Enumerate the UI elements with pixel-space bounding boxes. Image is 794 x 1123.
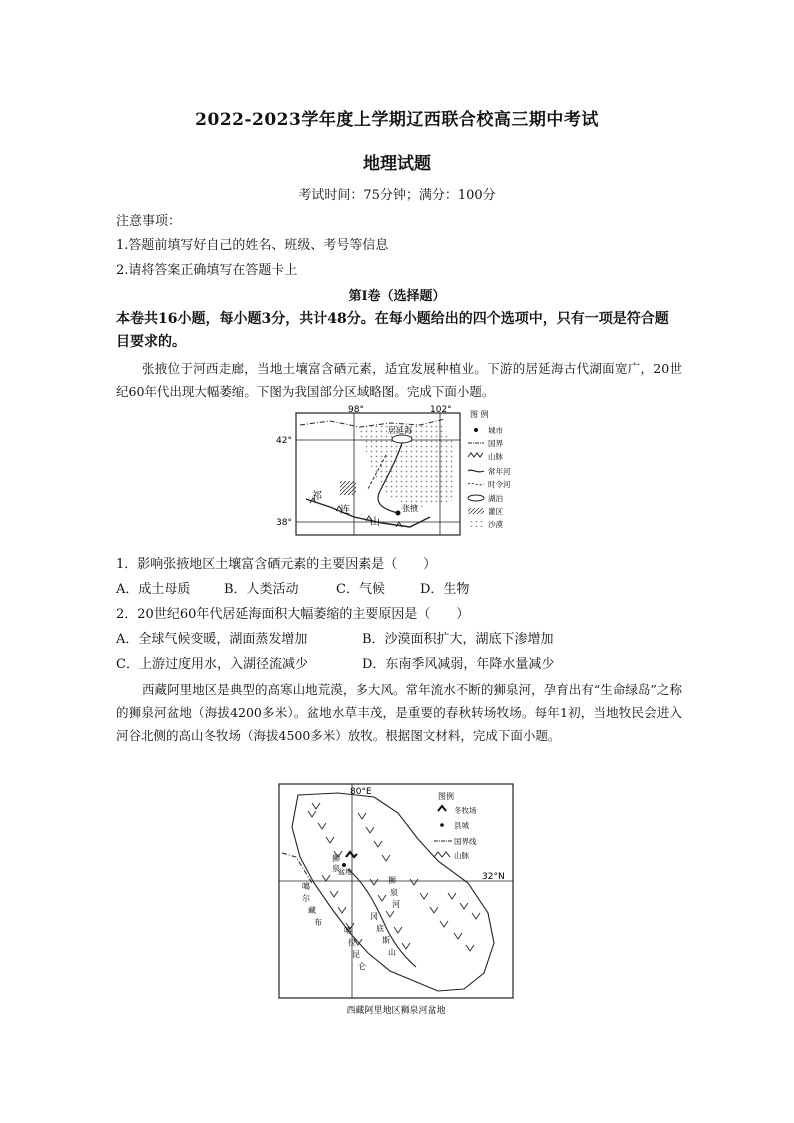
label-bu: 布 xyxy=(314,918,322,927)
lake-juyanhai xyxy=(392,435,412,443)
map2-caption: 西藏阿里地区狮泉河盆地 xyxy=(346,1006,446,1016)
label-river-quan: 泉 xyxy=(390,888,398,897)
lon-label-102: 102° xyxy=(430,405,452,415)
label-si: 斯 xyxy=(382,936,390,945)
svg-text:沙漠: 沙漠 xyxy=(488,520,503,529)
exam-info: 考试时间：75分钟；满分：100分 xyxy=(298,188,496,203)
label-lun: 仑 xyxy=(358,962,366,971)
lon-label-80e: 80°E xyxy=(350,787,372,797)
irrigation-area xyxy=(340,481,356,495)
label-kun: 昆 xyxy=(352,950,360,959)
svg-text:湖泊: 湖泊 xyxy=(488,494,503,503)
label-lian: 连 xyxy=(340,505,350,516)
q1-option-d: D．生物 xyxy=(420,582,470,597)
svg-text:常年河: 常年河 xyxy=(488,467,511,476)
notice-item-1: 1.答题前填写好自己的姓名、班级、考号等信息 xyxy=(116,238,389,253)
passage-2: 西藏阿里地区是典型的高寒山地荒漠，多大风。常年流水不断的狮泉河，孕育出有“生命绿岛”之称的狮泉河盆地（海拔4200多米）。盆地水草丰茂，是重要的春秋转场牧场。每年1初，当地牧民会进入河谷北侧的高山冬牧场（海拔4500多米）放牧。根据图文材料，完成下面小题。 xyxy=(116,682,682,743)
q2-option-d: D．东南季风减弱，年降水量减少 xyxy=(362,657,555,672)
map-shiquanhe-basin xyxy=(278,783,514,1019)
svg-text:图例: 图例 xyxy=(438,792,454,801)
label-ga: 噶 xyxy=(302,882,310,891)
section-title: 第I卷（选择题） xyxy=(348,289,446,304)
svg-text:城市: 城市 xyxy=(488,426,503,435)
lat-label-38: 38° xyxy=(276,518,292,528)
label-quan: 泉 xyxy=(332,864,340,873)
q1-option-a: A．成土母质 xyxy=(116,582,191,597)
label-di: 底 xyxy=(376,924,384,933)
label-pendi: 盆地 xyxy=(338,868,352,876)
q2-option-b: B．沙漠面积扩大，湖底下渗增加 xyxy=(362,632,554,647)
label-qi: 祁 xyxy=(312,491,322,502)
label-zhangye: 张掖 xyxy=(402,504,418,513)
q2-option-c: C．上游过度用水，入湖径流减少 xyxy=(116,657,308,672)
exam-subtitle: 地理试题 xyxy=(363,154,431,174)
q1-option-b: B．人类活动 xyxy=(224,582,299,597)
lat-label-32n: 32°N xyxy=(482,872,505,882)
question-1-stem: 1．影响张掖地区土壤富含硒元素的主要因素是（ ） xyxy=(116,557,437,572)
svg-text:时令河: 时令河 xyxy=(488,480,511,489)
section-instruction: 本卷共16小题，每小题3分，共计48分。在每小题给出的四个选项中，只有一项是符合题目要求的。 xyxy=(116,311,669,350)
county-town-marker xyxy=(342,863,346,867)
svg-text:国界线: 国界线 xyxy=(454,837,477,846)
svg-text:山脉: 山脉 xyxy=(488,452,503,461)
exam-title: 2022-2023学年度上学期辽西联合校高三期中考试 xyxy=(195,110,599,130)
svg-text:国界: 国界 xyxy=(488,439,503,448)
city-zhangye xyxy=(396,511,401,516)
notice-item-2: 2.请将答案正确填写在答题卡上 xyxy=(116,263,298,278)
svg-text:山脉: 山脉 xyxy=(454,851,469,860)
label-river-he: 河 xyxy=(392,900,400,909)
label-shan2: 山 xyxy=(388,948,396,957)
svg-text:冬牧场: 冬牧场 xyxy=(454,806,477,815)
label-river-shi: 狮 xyxy=(388,876,396,885)
passage-1: 张掖位于河西走廊，当地土壤富含硒元素，适宜发展种植业。下游的居延海古代湖面宽广，20世纪60年代出现大幅萎缩。下图为我国部分区域略图。完成下面小题。 xyxy=(116,361,682,399)
map1-legend xyxy=(468,409,511,529)
lon-label-98: 98° xyxy=(348,405,364,415)
label-zang: 藏 xyxy=(308,906,316,915)
svg-text:图 例: 图 例 xyxy=(470,410,489,419)
lat-label-42: 42° xyxy=(276,436,292,446)
label-shi: 狮 xyxy=(332,854,340,863)
label-gang: 冈 xyxy=(370,912,378,921)
label-ka: 喀 xyxy=(344,926,352,935)
question-2-stem: 2．20世纪60年代居延海面积大幅萎缩的主要原因是（ ） xyxy=(116,607,470,622)
q1-option-c: C．气候 xyxy=(336,582,385,597)
q2-option-a: A．全球气候变暖，湖面蒸发增加 xyxy=(116,632,308,647)
svg-text:县城: 县城 xyxy=(454,821,469,830)
label-shan: 山 xyxy=(370,517,380,528)
map-zhangye-region xyxy=(270,405,524,540)
label-er: 尔 xyxy=(302,894,310,903)
label-la: 拉 xyxy=(348,938,356,947)
label-juyanhai: 居延海 xyxy=(388,426,412,435)
notice-heading: 注意事项： xyxy=(116,214,182,229)
svg-text:灌区: 灌区 xyxy=(488,507,503,516)
